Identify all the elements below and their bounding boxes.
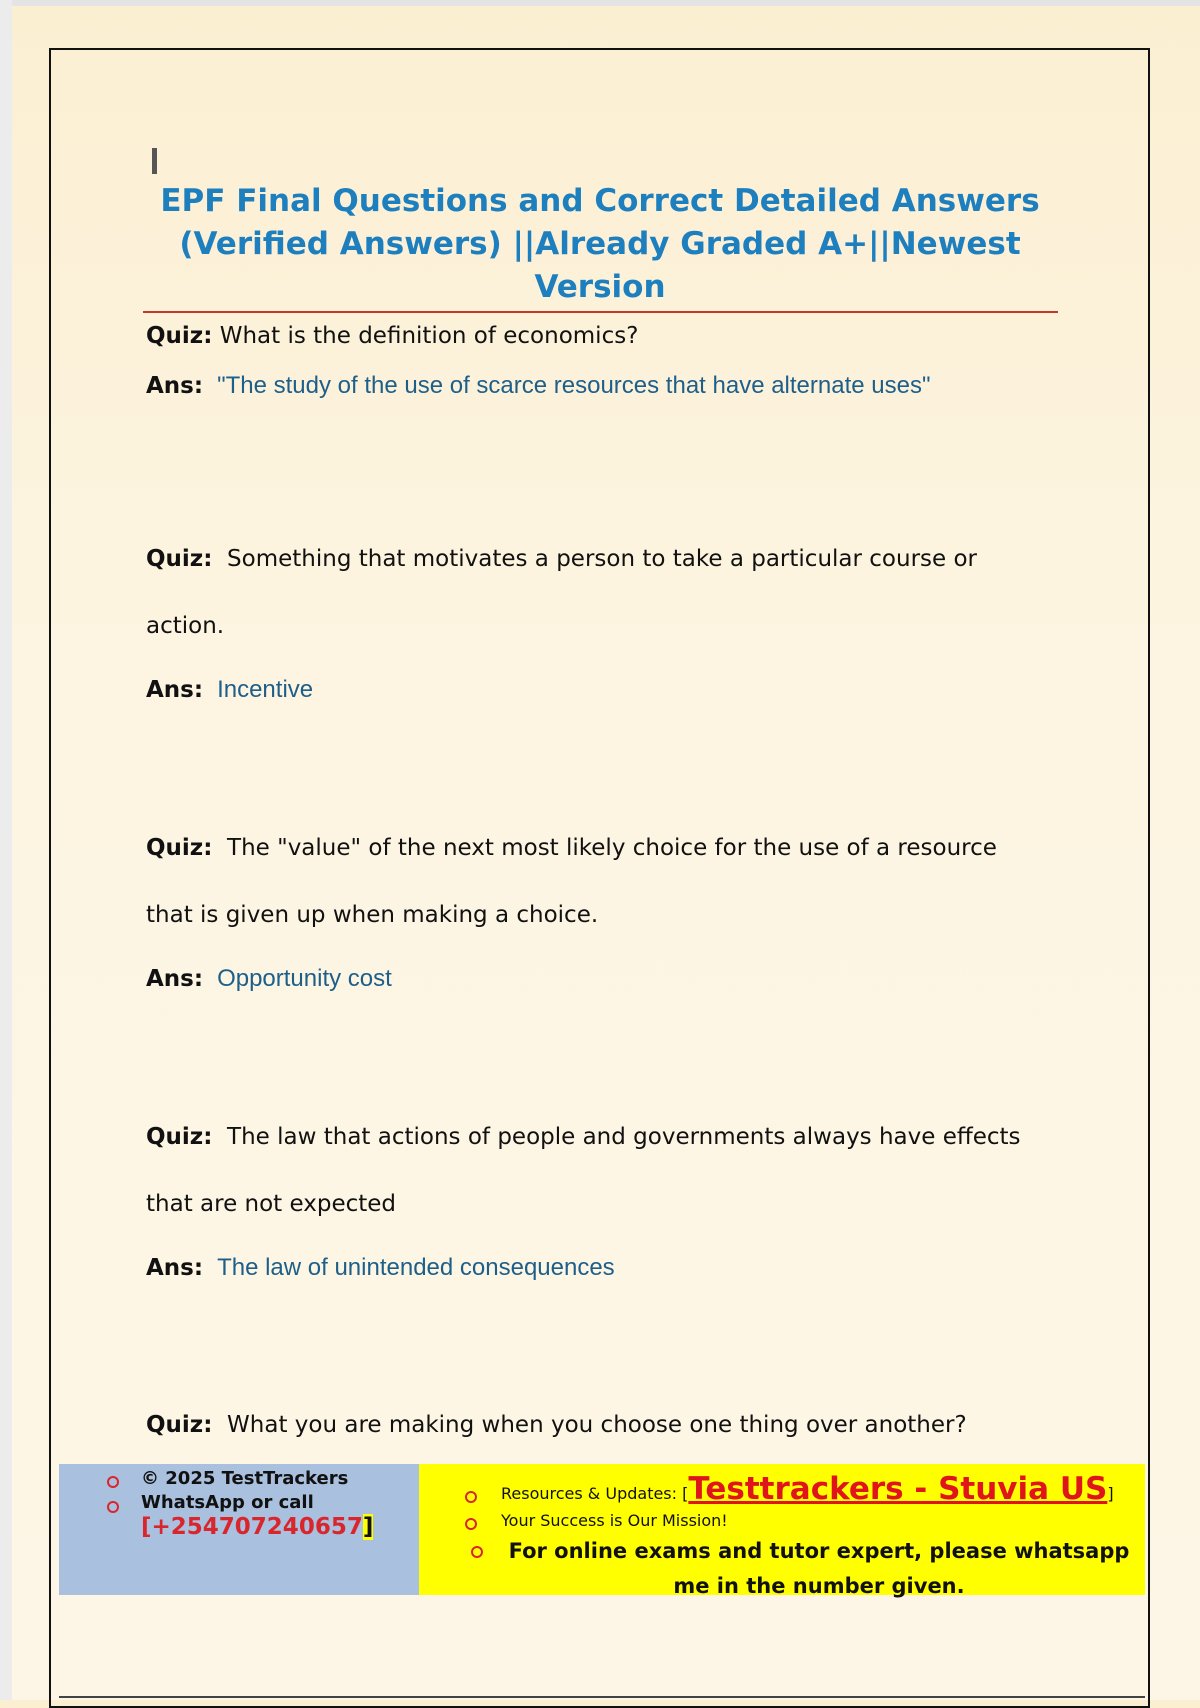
bullet-icon — [107, 1476, 119, 1488]
mission-text: Your Success is Our Mission! — [501, 1511, 728, 1530]
ans-label: Ans: — [146, 677, 204, 703]
quiz-answer — [146, 1254, 1066, 1282]
quiz-item — [146, 1392, 1066, 1459]
footer-promo-panel — [419, 1464, 1145, 1598]
quiz-question — [146, 526, 1066, 593]
promo-text — [499, 1534, 1139, 1604]
answer-text: Incentive — [217, 676, 314, 703]
copyright-text: © 2025 TestTrackers — [141, 1468, 349, 1489]
title-line: EPF Final Questions and Correct Detailed Answers — [160, 183, 1040, 219]
quiz-item — [146, 303, 1066, 400]
ans-label: Ans: — [146, 373, 204, 399]
quiz-label: Quiz: — [146, 835, 213, 861]
quiz-question — [146, 1104, 1066, 1171]
footer-banner — [59, 1464, 1145, 1598]
phone-number[interactable]: +254707240657 — [151, 1514, 363, 1540]
answer-text: The law of unintended consequences — [217, 1254, 615, 1281]
title-line: Version — [534, 269, 666, 305]
ans-label: Ans: — [146, 1255, 204, 1281]
resources-line — [501, 1471, 1114, 1507]
quiz-question — [146, 303, 1066, 370]
question-text: What you are making when you choose one thing over another? — [227, 1412, 967, 1438]
question-continuation: that are not expected — [146, 1191, 397, 1217]
bullet-icon — [107, 1501, 119, 1513]
page-bottom-line — [59, 1696, 1145, 1698]
quiz-answer — [146, 676, 1066, 704]
quiz-question — [146, 815, 1066, 882]
question-continuation: that is given up when making a choice. — [146, 902, 599, 928]
bullet-icon — [465, 1491, 477, 1503]
quiz-item — [146, 526, 1066, 704]
quiz-answer — [146, 965, 1066, 993]
quiz-item — [146, 815, 1066, 993]
quiz-label: Quiz: — [146, 323, 213, 349]
quiz-label: Quiz: — [146, 546, 213, 572]
bullet-icon — [471, 1546, 483, 1558]
page-top-edge — [0, 0, 1200, 6]
promo-line: me in the number given. — [673, 1574, 965, 1598]
answer-text: Opportunity cost — [217, 965, 392, 992]
whatsapp-label: WhatsApp or call — [141, 1492, 314, 1513]
stuvia-link[interactable]: Testtrackers - Stuvia US — [688, 1471, 1108, 1507]
phone-bracket-open: [ — [141, 1514, 152, 1540]
promo-line: For online exams and tutor expert, please whatsapp — [508, 1539, 1130, 1563]
question-text: The law that actions of people and governments always have effects — [227, 1124, 1021, 1150]
page-left-edge — [0, 0, 12, 1700]
quiz-answer — [146, 372, 1066, 400]
answer-text: "The study of the use of scarce resources that have alternate uses" — [217, 372, 931, 399]
resources-label: Resources & Updates: [ — [501, 1484, 689, 1503]
question-text: The "value" of the next most likely choice for the use of a resource — [227, 835, 997, 861]
quiz-label: Quiz: — [146, 1124, 213, 1150]
bullet-icon — [465, 1518, 477, 1530]
document-title — [120, 180, 1080, 309]
text-cursor — [152, 148, 157, 174]
quiz-question — [146, 1392, 1066, 1459]
footer-contact-panel — [59, 1464, 419, 1595]
question-text: Something that motivates a person to take a particular course or — [227, 546, 977, 572]
quiz-label: Quiz: — [146, 1412, 213, 1438]
resources-bracket-close: ] — [1107, 1484, 1114, 1503]
quiz-item — [146, 1104, 1066, 1282]
ans-label: Ans: — [146, 966, 204, 992]
title-line: (Verified Answers) ||Already Graded A+||Newest — [179, 226, 1021, 262]
phone-bracket-close: ] — [362, 1514, 374, 1540]
question-continuation: action. — [146, 613, 225, 639]
phone-line — [141, 1514, 373, 1540]
question-text: What is the definition of economics? — [219, 323, 639, 349]
